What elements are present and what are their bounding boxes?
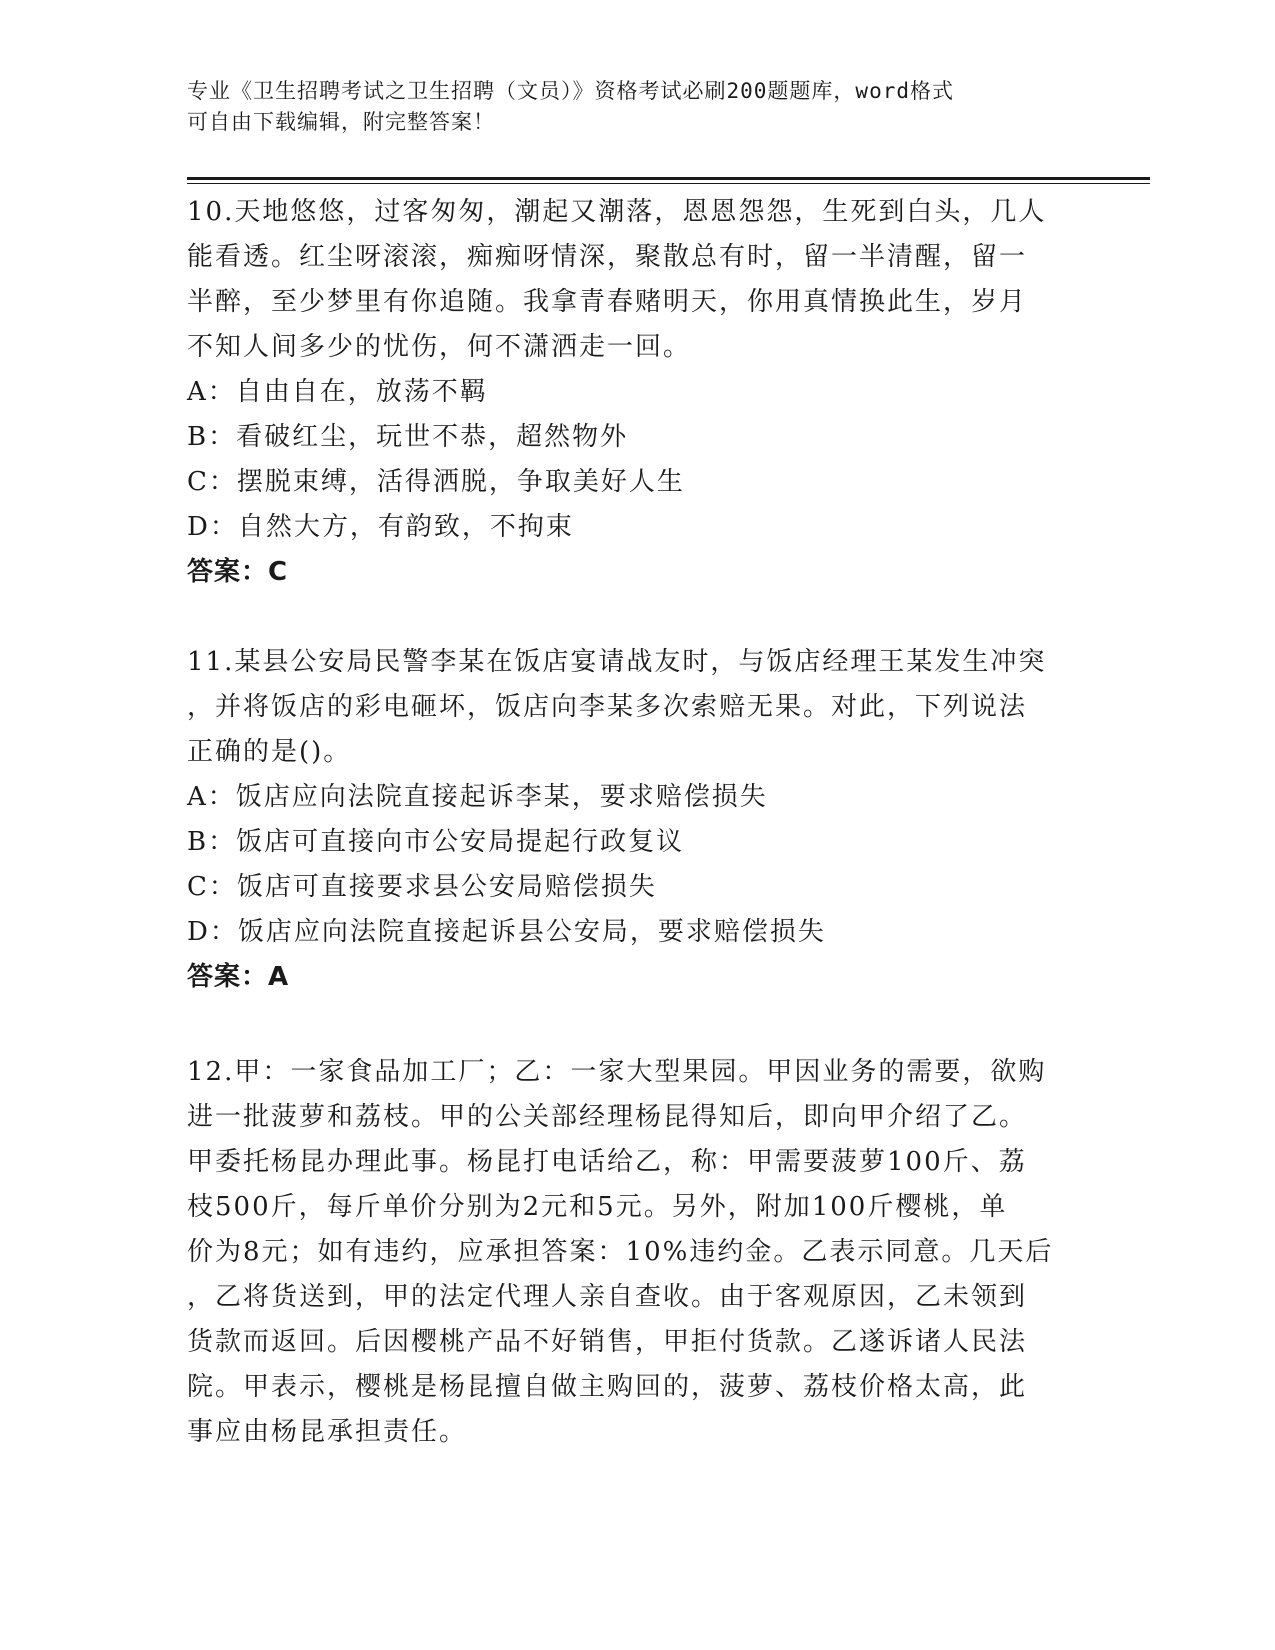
question-11 <box>187 640 1087 1000</box>
question-text-line: 不知人间多少的忧伤，何不潇洒走一回。 <box>187 332 692 362</box>
question-text-line: ，乙将货送到，甲的法定代理人亲自查收。由于客观原因，乙未领到 <box>187 1282 1028 1312</box>
question-text-line: ，并将饭店的彩电砸坏，饭店向李某多次索赔无果。对此，下列说法 <box>187 692 1028 722</box>
question-text-line: 10.天地悠悠，过客匆匆，潮起又潮落，恩恩怨怨，生死到白头，几人 <box>187 197 1047 227</box>
option-b: B：看破红尘，玩世不恭，超然物外 <box>187 422 629 452</box>
question-text-line: 货款而返回。后因樱桃产品不好销售，甲拒付货款。乙遂诉诸人民法 <box>187 1327 1028 1357</box>
question-text-line: 正确的是()。 <box>187 737 352 767</box>
question-text-line: 11.某县公安局民警李某在饭店宴请战友时，与饭店经理王某发生冲突 <box>187 647 1047 677</box>
question-text-line: 枝500斤，每斤单价分别为2元和5元。另外，附加100斤樱桃，单 <box>187 1192 1008 1222</box>
document-header <box>187 76 1067 138</box>
question-text-line: 12.甲：一家食品加工厂；乙：一家大型果园。甲因业务的需要，欲购 <box>187 1057 1047 1087</box>
question-text-line: 半醉，至少梦里有你追随。我拿青春赌明天，你用真情换此生，岁月 <box>187 287 1028 317</box>
question-text-line: 甲委托杨昆办理此事。杨昆打电话给乙，称：甲需要菠萝100斤、荔 <box>187 1147 1027 1177</box>
header-line: 可自由下载编辑，附完整答案！ <box>187 110 495 134</box>
option-b: B：饭店可直接向市公安局提起行政复议 <box>187 827 685 857</box>
option-a: A：饭店应向法院直接起诉李某，要求赔偿损失 <box>187 782 768 812</box>
header-line: 专业《卫生招聘考试之卫生招聘（文员）》资格考试必刷200题题库，word格式 <box>187 79 954 103</box>
question-text-line: 事应由杨昆承担责任。 <box>187 1417 468 1447</box>
question-text-line: 价为8元；如有违约，应承担答案：10%违约金。乙表示同意。几天后 <box>187 1237 1054 1267</box>
question-text-line: 进一批菠萝和荔枝。甲的公关部经理杨昆得知后，即向甲介绍了乙。 <box>187 1102 1028 1132</box>
option-d: D：饭店应向法院直接起诉县公安局，要求赔偿损失 <box>187 917 826 947</box>
question-10 <box>187 190 1087 595</box>
option-c: C：饭店可直接要求县公安局赔偿损失 <box>187 872 657 902</box>
header-divider <box>187 177 1150 180</box>
answer-label: 答案：C <box>187 557 289 587</box>
option-c: C：摆脱束缚，活得洒脱，争取美好人生 <box>187 467 685 497</box>
option-a: A：自由自在，放荡不羁 <box>187 377 488 407</box>
option-d: D：自然大方，有韵致，不拘束 <box>187 512 574 542</box>
question-12 <box>187 1050 1087 1455</box>
question-text-line: 院。甲表示，樱桃是杨昆擅自做主购回的，菠萝、荔枝价格太高，此 <box>187 1372 1028 1402</box>
header-divider-thin <box>187 183 1150 184</box>
question-text-line: 能看透。红尘呀滚滚，痴痴呀情深，聚散总有时，留一半清醒，留一 <box>187 242 1028 272</box>
answer-label: 答案：A <box>187 962 290 992</box>
